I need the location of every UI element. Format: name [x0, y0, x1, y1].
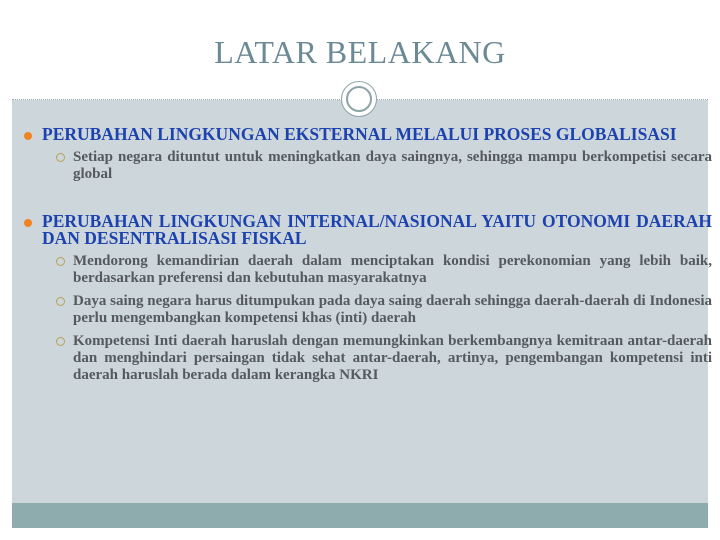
point-external — [24, 126, 712, 143]
point-internal — [24, 213, 712, 247]
circle-ornament-icon — [341, 81, 377, 117]
bullet-list — [24, 126, 712, 384]
subpoint-text: Mendorong kemandirian daerah dalam menciptakan kondisi perekonomian yang lebih baik, berdasarkan preferensi dan kebutuhan masyarakatnya — [73, 253, 712, 286]
bullet-dot-icon — [24, 132, 32, 140]
circle-ornament-inner — [346, 86, 372, 112]
subpoint-text: Kompetensi Inti daerah haruslah dengan memungkinkan berkembangnya kemitraan antar-daerah dan menghindari persaingan tidak sehat antar-daerah, artinya, pengembangan kompetensi inti daerah haruslah berada dalam kerangka NKRI — [73, 333, 712, 383]
point-internal-text: PERUBAHAN LINGKUNGAN INTERNAL/NASIONAL YAITU OTONOMI DAERAH DAN DESENTRALISASI FISKAL — [42, 211, 712, 248]
subpoint-text: Setiap negara dituntut untuk meningkatkan daya saingnya, sehingga mampu berkompetisi secara global — [73, 149, 712, 182]
slide-title: LATAR BELAKANG — [214, 34, 506, 70]
subpoint-core-competence — [56, 333, 712, 384]
bullet-ring-icon — [56, 257, 65, 266]
footer-band — [12, 503, 708, 528]
subpoint-text: Daya saing negara harus ditumpukan pada daya saing daerah sehingga daerah-daerah di Indonesia perlu mengembangkan kompetensi khas (inti) daerah — [73, 293, 712, 326]
bullet-ring-icon — [56, 297, 65, 306]
bullet-dot-icon — [24, 219, 32, 227]
subpoint-regional-independence — [56, 253, 712, 287]
subpoint-regional-competitiveness — [56, 293, 712, 327]
spacer — [24, 183, 712, 213]
bullet-ring-icon — [56, 153, 65, 162]
point-external-text: PERUBAHAN LINGKUNGAN EKSTERNAL MELALUI PROSES GLOBALISASI — [42, 124, 677, 144]
bullet-ring-icon — [56, 337, 65, 346]
subpoint-global-competition — [56, 149, 712, 183]
